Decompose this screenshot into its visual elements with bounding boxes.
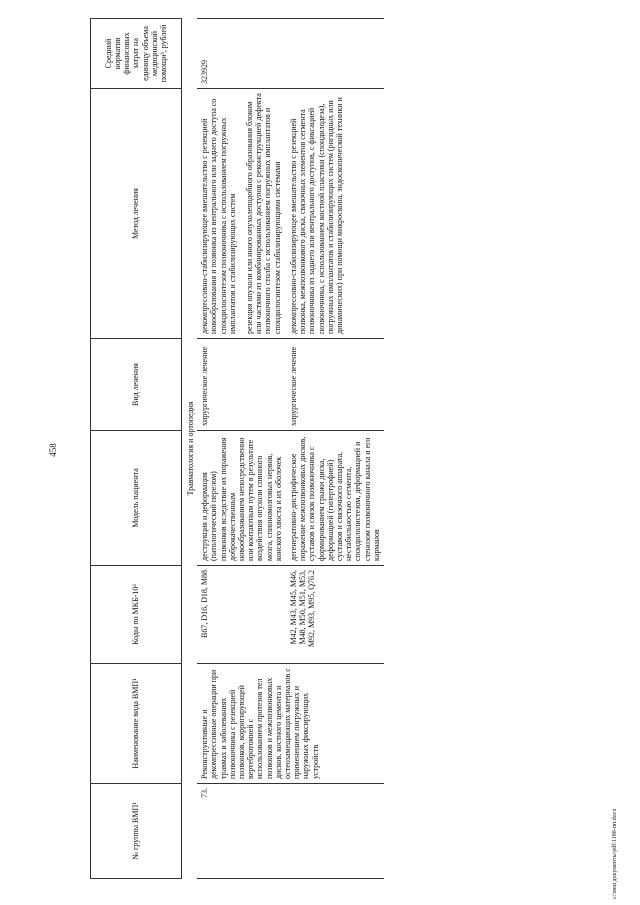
group-number: 73. bbox=[197, 784, 384, 879]
header-group-no: № группы ВМП¹ bbox=[91, 784, 182, 879]
file-path: c:\мои документы\pdf\1188-пп.docx bbox=[612, 808, 618, 899]
header-cost: Средний норматив финансовых затрат на единицу объема медицинской помощи³, рублей bbox=[91, 19, 182, 89]
header-treatment-type: Вид лечения bbox=[91, 339, 182, 431]
page-number: 458 bbox=[48, 443, 58, 457]
table-row bbox=[197, 19, 286, 879]
patient-model: деструкция и деформация (патологический перелом) позвонков вследствие их поражения доброкачественным новообразованием непосредственно или контактным путем в результате воздействия опухоли спинного мозга, спинномозговых нервов, конского хвоста и их оболочек bbox=[197, 431, 286, 566]
section-title: Травматология и ортопедия bbox=[186, 401, 195, 496]
treatment-method: декомпрессивно-стабилизирующее вмешательство с резекцией позвонка, межпозвонкового диска, связочных элементов сегмента позвоночника из заднего или вентрального доступов, с фиксацией позвоночника, с использованием костной пластики (спондилодеза), погружных имплантатов и стабилизирующих систем (ригидных или динамических) при помощи микроскопа, эндоскопической техники и bbox=[289, 97, 345, 334]
header-name: Наименование вида ВМП¹ bbox=[91, 664, 182, 784]
header-patient-model: Модель пациента bbox=[91, 431, 182, 566]
treatment-methods bbox=[286, 89, 384, 339]
header-treatment-method: Метод лечения bbox=[91, 89, 182, 339]
treatment-type: хирургическое лечение bbox=[197, 339, 286, 431]
header-codes: Коды по МКБ-10² bbox=[91, 566, 182, 664]
treatment-type: хирургическое лечение bbox=[286, 339, 384, 431]
vmp-name: Реконструктивные и декомпрессивные операции при травмах и заболеваниях позвоночника с резекцией позвонков, корригирующей вертебротомией с использованием протезов тел позвонков и межпозвонковых дисков, костного цемента и остеозамещающих материалов с применением погружных и наружных фиксирующих устройств bbox=[197, 664, 384, 784]
table-header-row bbox=[91, 19, 182, 879]
cost-value: 323929 bbox=[197, 19, 384, 89]
icd-codes: В67, D16, D18, M88 bbox=[197, 566, 286, 664]
icd-codes: M42, M43, M45, M46, M48, M50, M51, M53, M92, M93, M95, Q76.2 bbox=[286, 566, 384, 664]
treatment-method: декомпрессивно-стабилизирующее вмешательство с резекцией новообразования и позвонка из вентрального или заднего доступа со спондилосинтезом позвоночника с использованием погружных имплантатов и стабилизирующих систем bbox=[200, 98, 237, 334]
vmp-table bbox=[90, 18, 384, 879]
treatment-methods bbox=[197, 89, 286, 339]
treatment-method: резекция опухоли или иного опухолеподобного образования блоком или частями из комбинированных доступов с реконструкцией дефекта позвоночного столба с использованием погружных имплантатов и спондилосинтезом стабилизирующими системами bbox=[245, 93, 282, 334]
patient-model: дегенеративно-дистрофическое поражение межпозвонковых дисков, суставов и связок позвоночника с формированием грыжи диска, деформацией (гипертрофией) суставов и связочного аппарата, нестабильностью сегмента, спондилолистезом, деформацией и стенозом позвоночного канала и его карманов bbox=[286, 431, 384, 566]
section-row bbox=[182, 19, 198, 879]
